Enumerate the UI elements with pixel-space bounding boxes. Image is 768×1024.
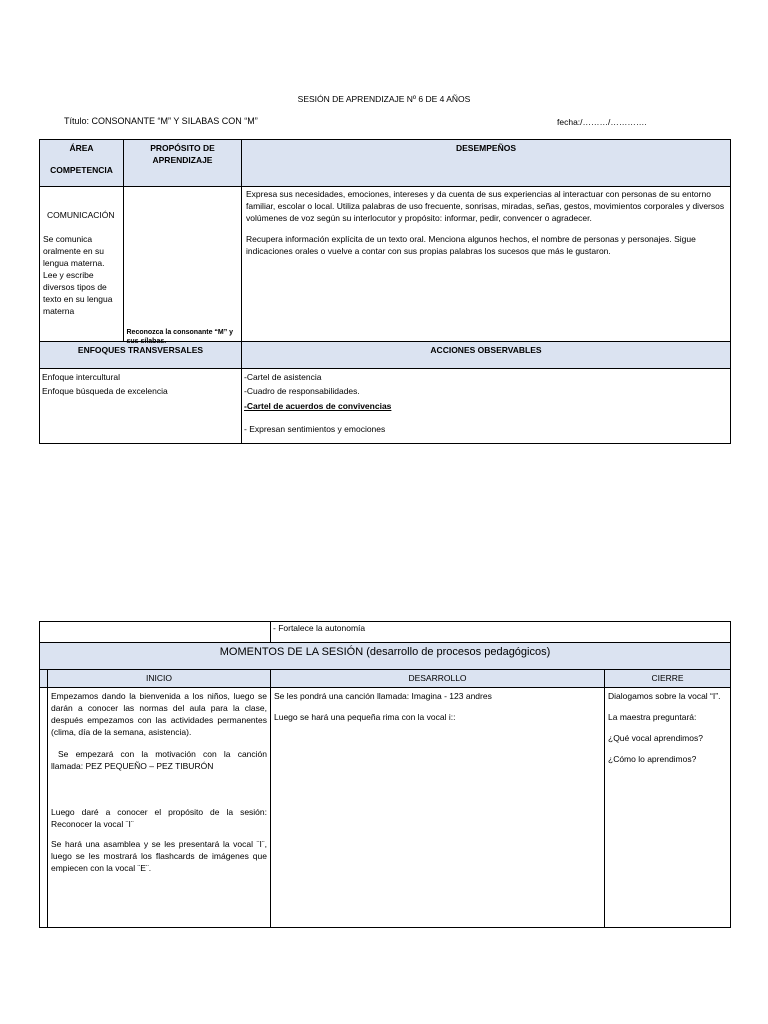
col-competencia: COMPETENCIA <box>50 165 113 175</box>
col-area: ÁREA <box>69 143 94 153</box>
header-inicio <box>48 670 271 688</box>
header-desarrollo <box>271 670 605 688</box>
proposito-cell <box>124 187 242 345</box>
session-title: SESIÓN DE APRENDIZAJE Nº 6 DE 4 AÑOS <box>297 94 471 104</box>
momentos-header <box>40 643 731 670</box>
enfoque-1: Enfoque intercultural <box>42 372 120 382</box>
acciones-cell <box>242 369 731 444</box>
cierre-p1: Dialogamos sobre la vocal “I”. <box>608 691 721 701</box>
inicio-p1: Empezamos dando la bienvenida a los niños, luego se darán a conocer las normas del aula para la clase, después empezamos con las actividades permanentes (clima, día de la semana, asistencia). <box>51 691 267 737</box>
inicio-p2: Se empezará con la motivación con la canción llamada: PEZ PEQUEÑO – PEZ TIBURÓN <box>51 749 267 771</box>
cierre-p2: La maestra preguntará: <box>608 712 697 722</box>
header-proposito <box>124 140 242 187</box>
session-topic: Título: CONSONANTE “M” Y SILABAS CON “M” <box>64 116 258 126</box>
inicio-p3: Luego daré a conocer el propósito de la sesión: Reconocer la vocal ¨I¨ <box>51 807 267 829</box>
cierre-cell <box>605 688 731 928</box>
accion-5: - Fortalece la autonomía <box>273 623 366 633</box>
competencia-value: Se comunica oralmente en su lengua materna. Lee y escribe diversos tipos de texto en su lengua materna <box>43 234 113 316</box>
area-cell <box>40 187 124 342</box>
desarrollo-p2: Luego se hará una pequeña rima con la vocal i:: <box>274 712 456 722</box>
cierre-p4: ¿Cómo lo aprendimos? <box>608 754 697 764</box>
header-enfoques <box>40 342 242 369</box>
inicio-cell <box>48 688 271 928</box>
accion-1: -Cartel de asistencia <box>244 372 322 382</box>
desarrollo-cell <box>271 688 605 928</box>
col-desempenos: DESEMPEÑOS <box>456 143 516 153</box>
moments-table <box>39 621 731 928</box>
col-cierre: CIERRE <box>651 673 684 683</box>
col-enfoques: ENFOQUES TRANSVERSALES <box>77 345 204 355</box>
col-proposito: PROPÓSITO DE APRENDIZAJE <box>150 143 215 165</box>
enfoques-cell <box>40 369 242 444</box>
proposito-value: Reconozca la consonante “M” y sus sílabas. <box>126 328 234 345</box>
accion-4: - Expresan sentimientos y emociones <box>244 424 386 434</box>
col-inicio: INICIO <box>146 673 172 683</box>
accion-5-cell <box>271 622 731 643</box>
planning-table <box>39 139 731 444</box>
desempeno-2: Recupera información explícita de un texto oral. Menciona algunos hechos, el nombre de personas y personajes. Sigue indicaciones orales o vuelve a contar con sus propias palabras los sucesos que más le gustaron. <box>246 234 696 256</box>
accion-3: -Cartel de acuerdos de convivencias <box>244 401 392 411</box>
header-cierre <box>605 670 731 688</box>
header-area-competencia <box>40 140 124 187</box>
enfoque-2: Enfoque búsqueda de excelencia <box>42 386 168 396</box>
momentos-title: MOMENTOS DE LA SESIÓN (desarrollo de procesos pedagógicos) <box>219 646 551 658</box>
header-desempenos <box>242 140 731 187</box>
desempenos-cell <box>242 187 731 342</box>
cierre-p3: ¿Qué vocal aprendimos? <box>608 733 703 743</box>
col-desarrollo: DESARROLLO <box>408 673 467 683</box>
accion-2: -Cuadro de responsabilidades. <box>244 386 360 396</box>
area-value: COMUNICACIÓN <box>47 210 115 220</box>
desempeno-1: Expresa sus necesidades, emociones, intereses y da cuenta de sus experiencias al interactuar con personas de su entorno familiar, escolar o local. Utiliza palabras de uso frecuente, sonrisas, miradas, señas, gestos, movimientos corporales y diversos volúmenes de voz según su interlocutor y propósito: informar, pedir, convencer o agradecer. <box>246 189 725 223</box>
inicio-p4: Se hará una asamblea y se les presentará la vocal ¨I¨, luego se les mostrará los flashcards de imágenes que empiecen con la vocal ¨E¨. <box>51 839 267 873</box>
date-field: fecha:/………/…………. <box>557 117 647 127</box>
col-acciones: ACCIONES OBSERVABLES <box>430 345 542 355</box>
header-acciones <box>242 342 731 369</box>
desarrollo-p1: Se les pondrá una canción llamada: Imagina - 123 andres <box>274 691 492 701</box>
